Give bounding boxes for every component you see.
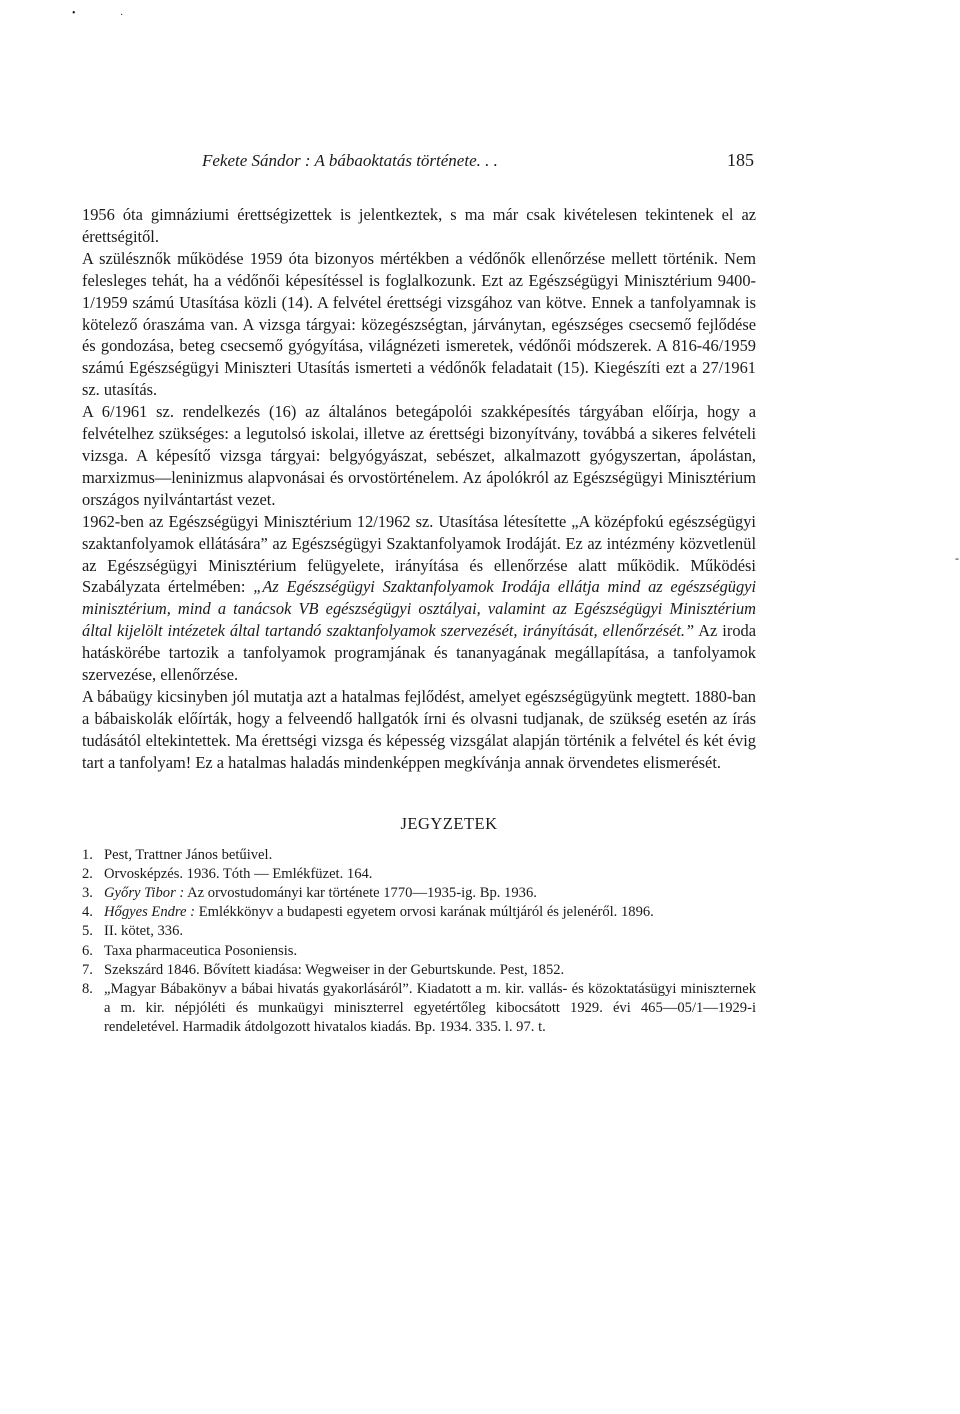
note-item <box>82 922 756 941</box>
note-text <box>104 846 756 865</box>
note-number: 7. <box>82 961 93 978</box>
paragraph-text: 1962-ben az Egészségügyi Minisztérium 12/1962 sz. Utasítása létesítette „A középfokú egészségügyi szaktanfolyamok ellátására” az Egészségügyi Szaktanfolyamok Irodáját. Ez az intézmény közvetlenül az Egészségügyi Minisztérium felügyelete, irányítása és ellenőrzése alatt működik. Működési Szabályzata értelmében: <box>82 511 756 597</box>
notes-list <box>82 846 756 1038</box>
running-title: Fekete Sándor : A bábaoktatás története. . . <box>202 151 498 170</box>
scan-speck: • <box>72 8 76 19</box>
note-text <box>104 980 756 1038</box>
note-text <box>104 961 756 980</box>
note-body: II. kötet, 336. <box>104 923 184 940</box>
note-number: 6. <box>82 942 93 959</box>
page <box>82 150 756 1038</box>
note-number: 8. <box>82 980 93 997</box>
note-item <box>82 903 756 922</box>
note-item <box>82 961 756 980</box>
note-item <box>82 980 756 1038</box>
note-text <box>104 884 756 903</box>
page-number: 185 <box>727 150 754 170</box>
note-author: Győry Tibor : <box>104 884 185 901</box>
scan-speck: · <box>120 10 124 21</box>
note-number: 1. <box>82 846 93 863</box>
note-number: 4. <box>82 904 93 921</box>
note-author: Hőgyes Endre : <box>104 904 196 921</box>
note-text <box>104 922 756 941</box>
note-body: Emlékkönyv a budapesti egyetem orvosi karának múltjáról és jelenéről. 1896. <box>195 904 654 921</box>
paragraph <box>82 511 756 686</box>
note-body: „Magyar Bábakönyv a bábai hivatás gyakorlásáról”. Kiadatott a m. kir. vallás- és közoktatásügyi miniszternek a m. kir. népjóléti és munkaügyi miniszterrel egyetértőleg kibocsátott 1929. évi 465—05/1—1929-i rendeletével. Harmadik átdolgozott hivatalos kiadás. Bp. 1934. 335. l. 97. t. <box>104 980 756 1036</box>
note-item <box>82 942 756 961</box>
body-text <box>82 204 756 774</box>
paragraph-text: Az iroda hatáskörébe tartozik a tanfolyamok programjának és tananyagának megállapítása, a tanfolyamok szervezése, ellenőrzése. <box>82 621 756 685</box>
running-head <box>82 150 756 171</box>
paragraph: A szülésznők működése 1959 óta bizonyos mértékben a védőnők ellenőrzése mellett történik. Nem felesleges tehát, ha a védőnői képesítéssel is foglalkozunk. Ezt az Egészségügyi Minisztérium 9400-1/1959 számú Utasítása közli (14). A felvétel érettségi vizsgához van kötve. Ennek a tanfolyamnak is kötelező óraszáma van. A vizsga tárgyai: közegészségtan, járványtan, egészséges csecsemő fejlődése és gondozása, beteg csecsemő gyógyítása, világnézeti ismeretek, védőnői módszerek. A 816-46/1959 számú Egészségügyi Miniszteri Utasítás ismerteti a védőnők feladatait (15). Kiegészíti ezt a 27/1961 sz. utasítás. <box>82 248 756 400</box>
paragraph: 1956 óta gimnáziumi érettségizettek is jelentkeztek, s ma már csak kivételesen tekintenek el az érettségitől. <box>82 205 756 246</box>
note-body: Orvosképzés. 1936. Tóth — Emlékfüzet. 164. <box>104 865 373 882</box>
note-text <box>104 865 756 884</box>
paragraph: A bábaügy kicsinyben jól mutatja azt a hatalmas fejlődést, amelyet egészségügyünk megtett. 1880-ban a bábaiskolák előírták, hogy a felveendő hallgatók írni és olvasni tudjanak, de szükség esetén az írás tudásától eltekintettek. Ma érettségi vizsga és képesség vizsgálat alapján történik a felvétel és két évig tart a tanfolyam! Ez a hatalmas haladás mindenképpen megkívánja annak örvendetes elismerését. <box>82 686 756 772</box>
paragraph: A 6/1961 sz. rendelkezés (16) az általános betegápolói szakképesítés tárgyában előírja, hogy a felvételhez szükséges: a legutolsó iskolai, illetve az érettségi bizonyítvány, továbbá a sikeres felvételi vizsga. A képesítő vizsga tárgyai: belgyógyászat, sebészet, alkalmazott gyógyszertan, ápolástan, marxizmus—leninizmus alapvonásai és orvostörténelem. Az ápolókról az Egészségügyi Minisztérium országos nyilvántartást vezet. <box>82 402 756 509</box>
note-item <box>82 865 756 884</box>
note-number: 3. <box>82 884 93 901</box>
note-number: 2. <box>82 865 93 882</box>
note-body: Szekszárd 1846. Bővített kiadása: Wegweiser in der Geburtskunde. Pest, 1852. <box>104 961 565 978</box>
note-item <box>82 846 756 865</box>
notes-heading: JEGYZETEK <box>400 813 498 833</box>
italic-quote: „Az Egészségügyi Szaktanfolyamok Irodája ellátja mind az egészségügyi minisztérium, mind a tanácsok VB egészségügyi osztályai, valamint az Egészségügyi Minisztérium által kijelölt intézetek által tartandó szaktanfolyamok szervezését, irányítását, ellenőrzését.” <box>82 577 757 641</box>
note-text <box>104 903 756 922</box>
note-number: 5. <box>82 923 93 940</box>
margin-mark: - <box>955 551 959 565</box>
note-text <box>104 942 756 961</box>
note-item <box>82 884 756 903</box>
note-body: Az orvostudományi kar története 1770—1935-ig. Bp. 1936. <box>184 884 537 901</box>
note-body: Taxa pharmaceutica Posoniensis. <box>104 942 298 959</box>
note-body: Pest, Trattner János betűivel. <box>104 846 273 863</box>
